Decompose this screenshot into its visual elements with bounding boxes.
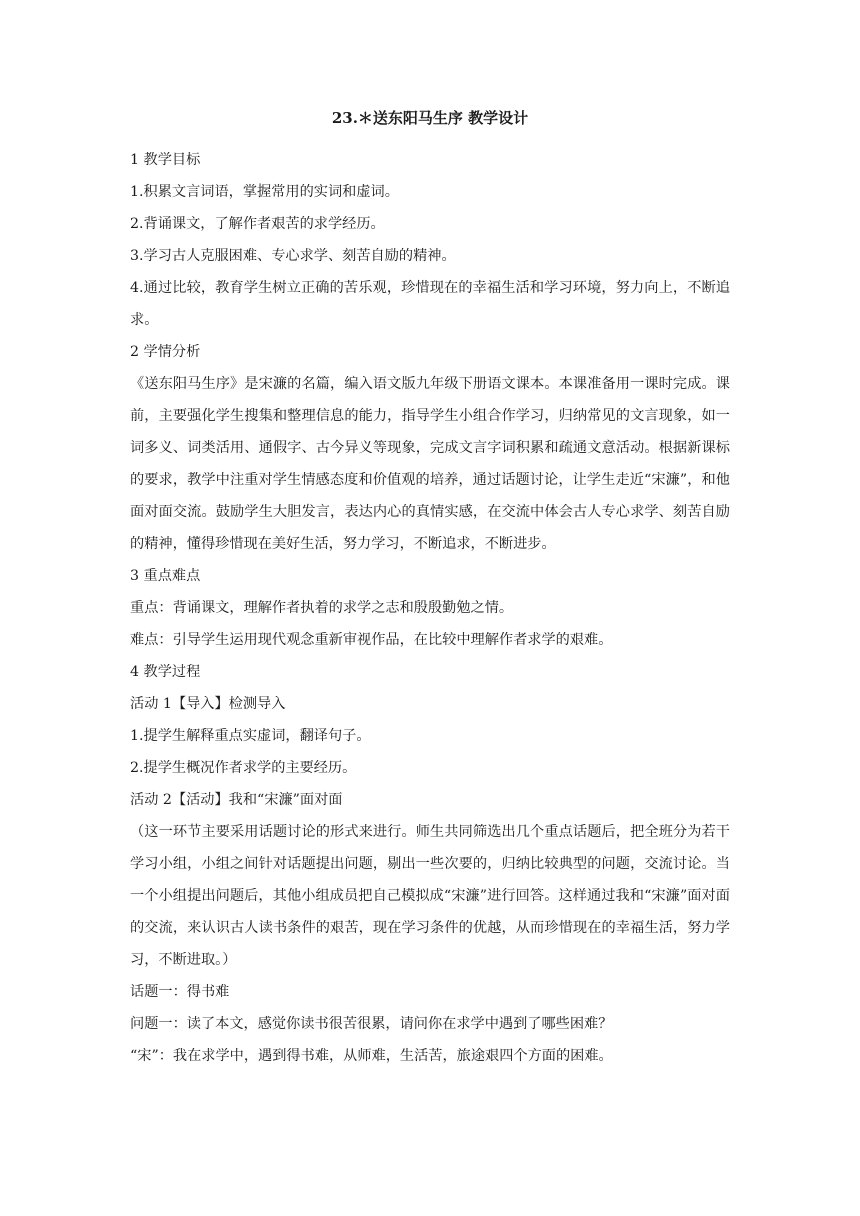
question-1: 问题一：读了本文，感觉你读书很苦很累，请问你在求学中遇到了哪些困难？ [130, 1016, 613, 1032]
section-heading-key-points: 3 重点难点 [130, 568, 201, 584]
difficulty-text: 难点：引导学生运用现代观念重新审视作品，在比较中理解作者求学的艰难。 [130, 632, 613, 648]
document-title: 23.＊送东阳马生序 教学设计 [331, 109, 529, 127]
section-heading-teaching-process: 4 教学过程 [130, 664, 201, 680]
topic-1-heading: 话题一：得书难 [130, 984, 230, 1000]
activity-1-heading: 活动 1【导入】检测导入 [130, 696, 286, 712]
student-analysis-paragraph: 《送东阳马生序》是宋濂的名篇，编入语文版九年级下册语文课本。本课准备用一课时完成。课前，主要强化学生搜集和整理信息的能力，指导学生小组合作学习，归纳常见的文言现象，如一词多义、词类活用、通假字、古今异义等现象，完成文言字词积累和疏通文意活动。根据新课标的要求，教学中注重对学生情感态度和价值观的培养，通过话题讨论，让学生走近“宋濂”，和他面对面交流。鼓励学生大胆发言，表达内心的真情实感，在交流中体会古人专心求学、刻苦自励的精神，懂得珍惜现在美好生活，努力学习，不断追求，不断进步。 [130, 376, 730, 552]
goal-item-3: 3.学习古人克服困难、专心求学、刻苦自励的精神。 [130, 248, 456, 264]
answer-1: “宋”：我在求学中，遇到得书难，从师难，生活苦，旅途艰四个方面的困难。 [130, 1048, 613, 1064]
section-heading-student-analysis: 2 学情分析 [130, 344, 201, 360]
goal-item-4: 4.通过比较，教育学生树立正确的苦乐观，珍惜现在的幸福生活和学习环境，努力向上，不断追求。 [130, 280, 730, 328]
activity-1-item-2: 2.提学生概况作者求学的主要经历。 [130, 760, 357, 776]
activity-2-paragraph: （这一环节主要采用话题讨论的形式来进行。师生共同筛选出几个重点话题后，把全班分为若干学习小组，小组之间针对话题提出问题，剔出一些次要的，归纳比较典型的问题，交流讨论。当一个小组提出问题后，其他小组成员把自己模拟成“宋濂”进行回答。这样通过我和“宋濂”面对面的交流，来认识古人读书条件的艰苦，现在学习条件的优越，从而珍惜现在的幸福生活，努力学习，不断进取。） [130, 824, 730, 968]
document-body [130, 108, 730, 1072]
goal-item-1: 1.积累文言词语，掌握常用的实词和虚词。 [130, 184, 399, 200]
activity-2-heading: 活动 2【活动】我和“宋濂”面对面 [130, 792, 343, 808]
key-point-text: 重点：背诵课文，理解作者执着的求学之志和殷殷勤勉之情。 [130, 600, 514, 616]
activity-1-item-1: 1.提学生解释重点实虚词，翻译句子。 [130, 728, 371, 744]
section-heading-teaching-goals: 1 教学目标 [130, 152, 201, 168]
goal-item-2: 2.背诵课文，了解作者艰苦的求学经历。 [130, 216, 385, 232]
